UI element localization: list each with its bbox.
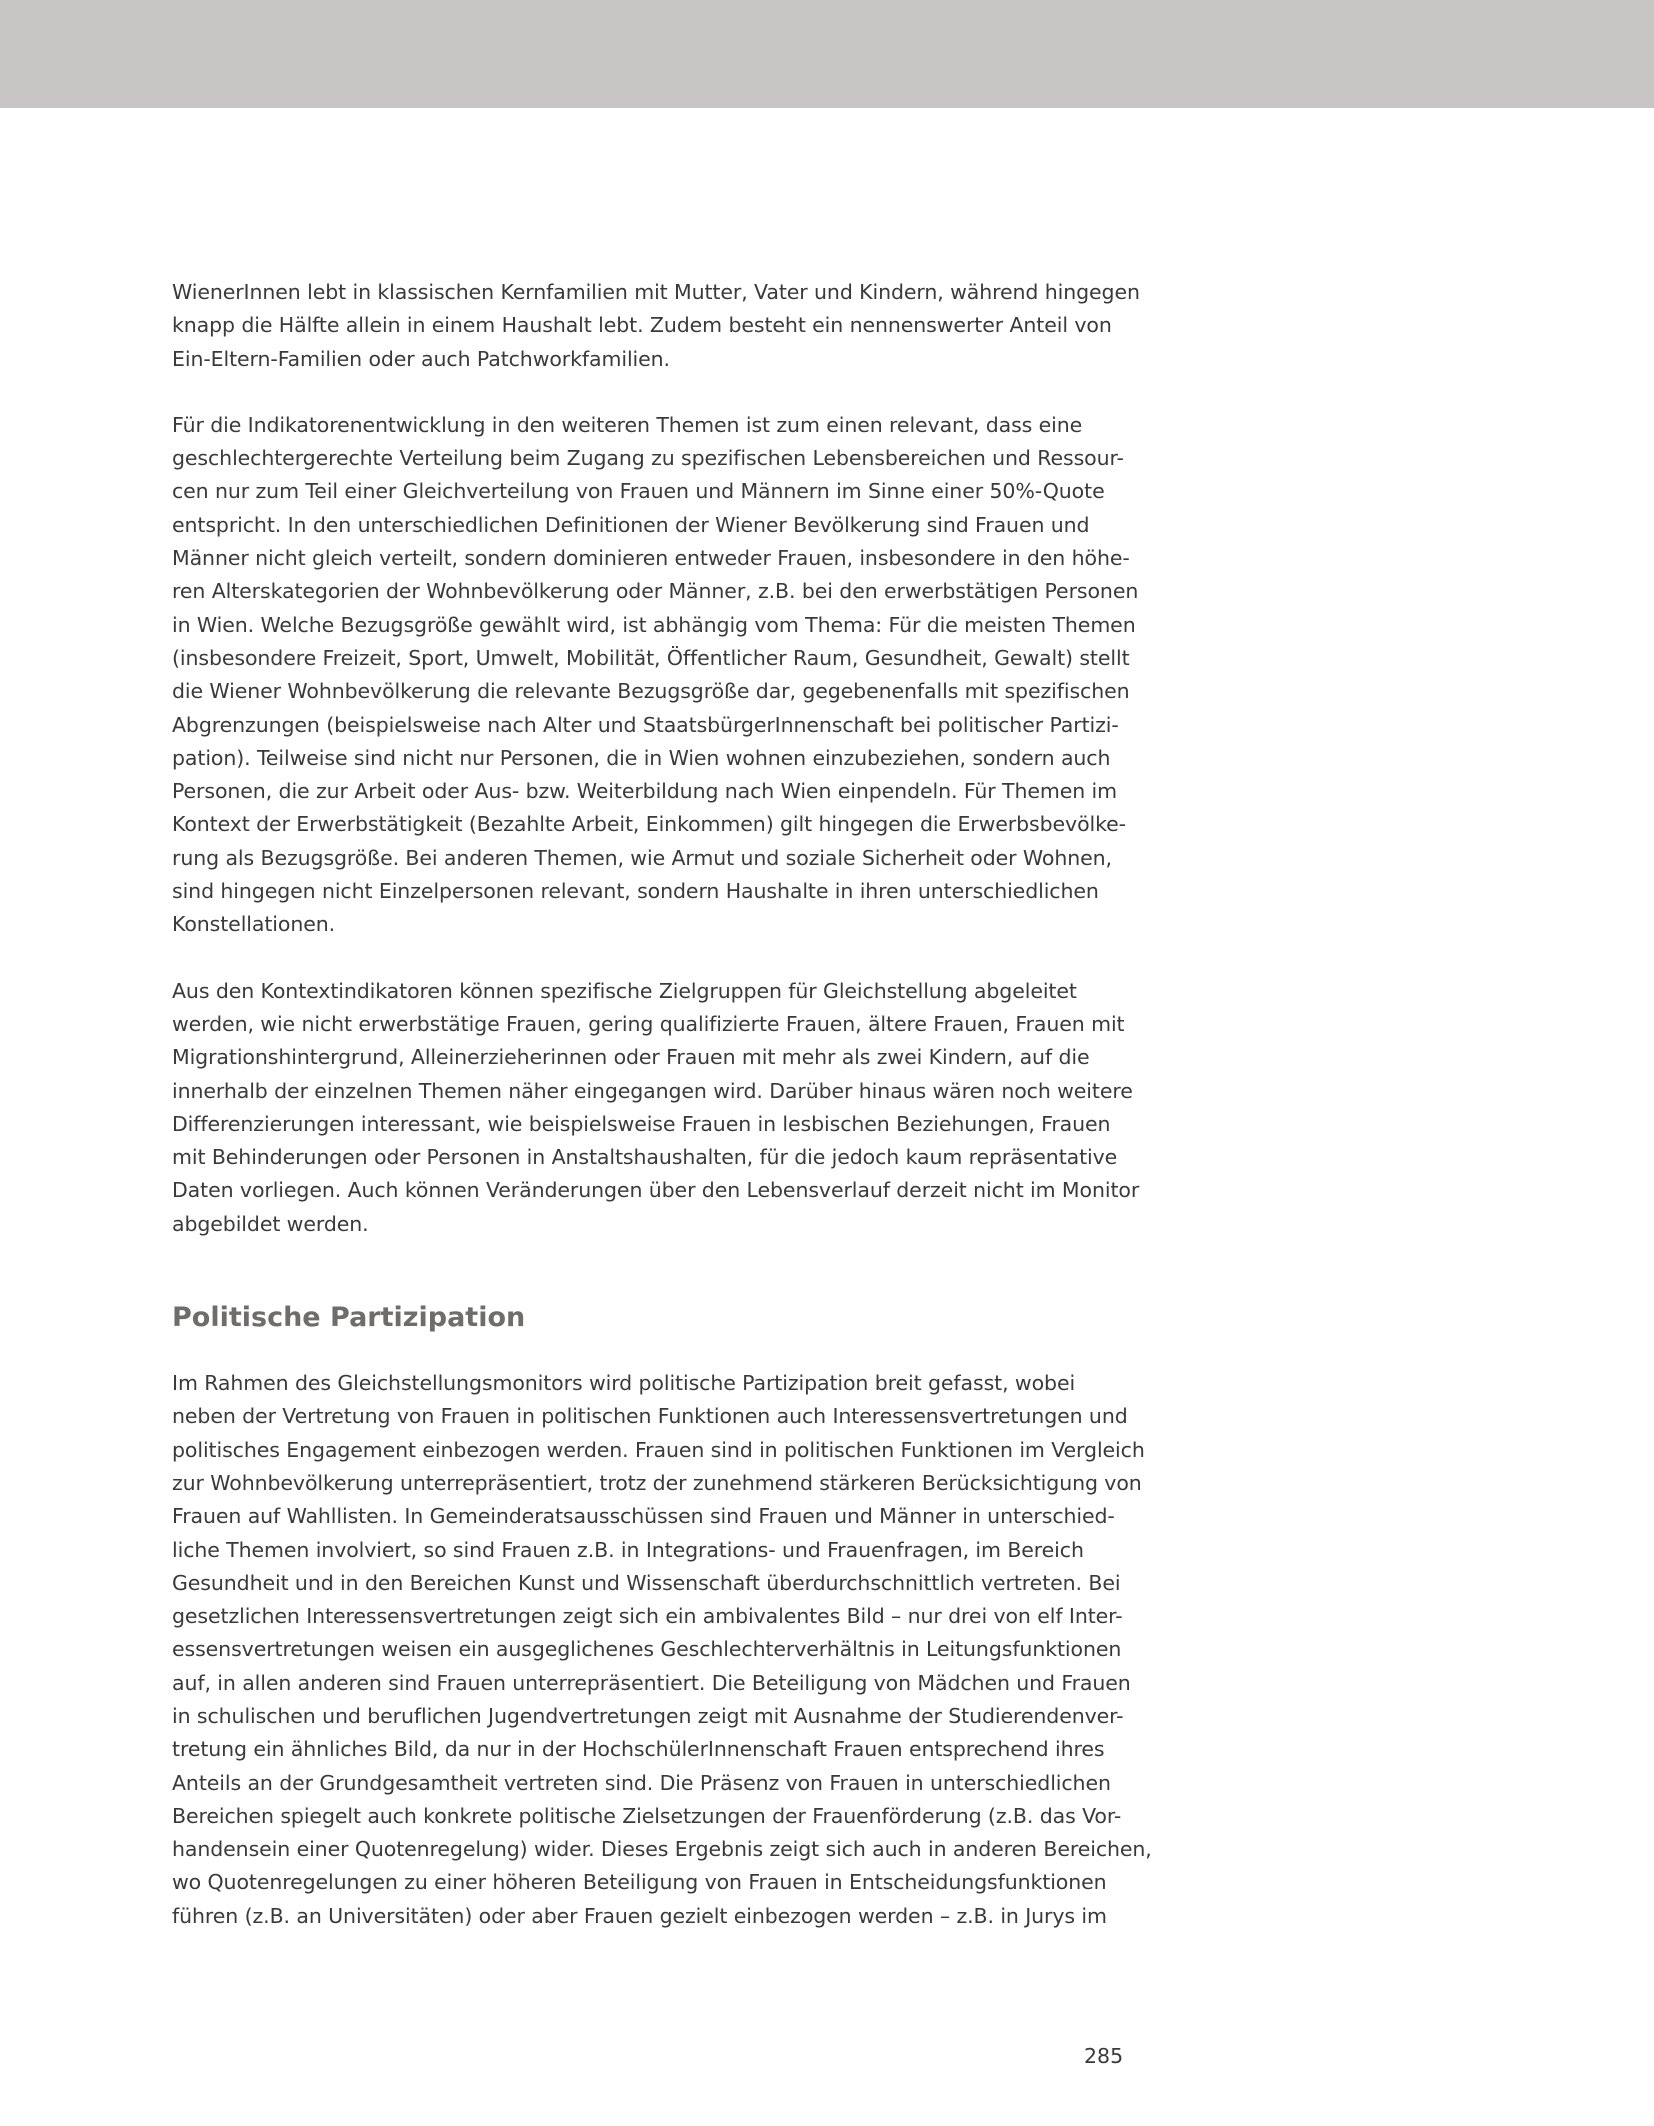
page-content [172, 276, 1152, 1933]
page-number: 285 [1084, 2044, 1124, 2068]
text-line: Ein-Eltern-Familien oder auch Patchworkfamilien. [172, 346, 670, 371]
text-line: die Wiener Wohnbevölkerung die relevante Bezugsgröße dar, gegebenenfalls mit spezifischen [172, 679, 1130, 704]
text-line: ren Alterskategorien der Wohnbevölkerung oder Männer, z.B. bei den erwerbstätigen Personen [172, 579, 1139, 604]
text-line: Männer nicht gleich verteilt, sondern dominieren entweder Frauen, insbesondere in den höhe- [172, 546, 1130, 571]
text-line: sind hingegen nicht Einzelpersonen relevant, sondern Haushalte in ihren unterschiedlichen [172, 879, 1099, 904]
text-line: Im Rahmen des Gleichstellungsmonitors wird politische Partizipation breit gefasst, wobei [172, 1371, 1076, 1396]
text-line: Aus den Kontextindikatoren können spezifische Zielgruppen für Gleichstellung abgeleitet [172, 978, 1077, 1003]
text-line: Bereichen spiegelt auch konkrete politische Zielsetzungen der Frauenförderung (z.B. das Vor- [172, 1803, 1122, 1828]
text-line: innerhalb der einzelnen Themen näher eingegangen wird. Darüber hinaus wären noch weitere [172, 1078, 1133, 1103]
section-heading: Politische Partizipation [172, 1302, 526, 1334]
text-line: führen (z.B. an Universitäten) oder aber Frauen gezielt einbezogen werden – z.B. in Jurys im [172, 1903, 1107, 1928]
paragraph-indicators [172, 409, 1139, 942]
text-line: essensvertretungen weisen ein ausgeglichenes Geschlechterverhältnis in Leitungsfunktionen [172, 1637, 1122, 1662]
text-line: Für die Indikatorenentwicklung in den weiteren Themen ist zum einen relevant, dass eine [172, 412, 1083, 437]
text-line: rung als Bezugsgröße. Bei anderen Themen, wie Armut und soziale Sicherheit oder Wohnen, [172, 845, 1112, 870]
top-header-band [0, 0, 1654, 108]
text-line: werden, wie nicht erwerbstätige Frauen, gering qualifizierte Frauen, ältere Frauen, Frauen mit [172, 1011, 1125, 1036]
text-line: entspricht. In den unterschiedlichen Definitionen der Wiener Bevölkerung sind Frauen und [172, 512, 1090, 537]
text-line: Frauen auf Wahllisten. In Gemeinderatsausschüssen sind Frauen und Männer in unterschied- [172, 1504, 1115, 1529]
text-line: Gesundheit und in den Bereichen Kunst und Wissenschaft überdurchschnittlich vertreten. Bei [172, 1570, 1121, 1595]
text-line: knapp die Hälfte allein in einem Haushalt lebt. Zudem besteht ein nennenswerter Anteil von [172, 313, 1112, 338]
text-line: Daten vorliegen. Auch können Veränderungen über den Lebensverlauf derzeit nicht im Monitor [172, 1178, 1140, 1203]
text-line: tretung ein ähnliches Bild, da nur in der HochschülerInnenschaft Frauen entsprechend ihres [172, 1737, 1105, 1762]
text-line: Kontext der Erwerbstätigkeit (Bezahlte Arbeit, Einkommen) gilt hingegen die Erwerbsbevölke- [172, 812, 1126, 837]
text-line: Differenzierungen interessant, wie beispielsweise Frauen in lesbischen Beziehungen, Frauen [172, 1111, 1111, 1136]
text-line: cen nur zum Teil einer Gleichverteilung von Frauen und Männern im Sinne einer 50%-Quote [172, 479, 1105, 504]
paragraph-household [172, 276, 1140, 376]
text-line: Personen, die zur Arbeit oder Aus- bzw. Weiterbildung nach Wien einpendeln. Für Themen im [172, 779, 1118, 804]
text-line: (insbesondere Freizeit, Sport, Umwelt, Mobilität, Öffentlicher Raum, Gesundheit, Gewalt) stellt [172, 645, 1130, 670]
text-line: auf, in allen anderen sind Frauen unterrepräsentiert. Die Beteiligung von Mädchen und Frauen [172, 1670, 1131, 1695]
text-line: zur Wohnbevölkerung unterrepräsentiert, trotz der zunehmend stärkeren Berücksichtigung von [172, 1470, 1142, 1495]
text-line: geschlechtergerechte Verteilung beim Zugang zu spezifischen Lebensbereichen und Ressour- [172, 446, 1124, 471]
text-line: Konstellationen. [172, 912, 336, 937]
paragraph-target-groups [172, 975, 1140, 1241]
paragraph-gap [172, 942, 1132, 975]
text-line: abgebildet werden. [172, 1211, 369, 1236]
text-line: Anteils an der Grundgesamtheit vertreten sind. Die Präsenz von Frauen in unterschiedlichen [172, 1770, 1111, 1795]
text-line: gesetzlichen Interessensvertretungen zeigt sich ein ambivalentes Bild – nur drei von elf Inter- [172, 1604, 1123, 1629]
text-line: liche Themen involviert, so sind Frauen z.B. in Integrations- und Frauenfragen, im Bereich [172, 1537, 1084, 1562]
text-line: in schulischen und beruflichen Jugendvertretungen zeigt mit Ausnahme der Studierendenver- [172, 1703, 1124, 1728]
text-line: in Wien. Welche Bezugsgröße gewählt wird, ist abhängig vom Thema: Für die meisten Themen [172, 612, 1136, 637]
text-line: handensein einer Quotenregelung) wider. Dieses Ergebnis zeigt sich auch in anderen Bereichen, [172, 1837, 1152, 1862]
text-line: politisches Engagement einbezogen werden. Frauen sind in politischen Funktionen im Vergleich [172, 1437, 1145, 1462]
text-line: WienerInnen lebt in klassischen Kernfamilien mit Mutter, Vater und Kindern, während hingegen [172, 280, 1140, 304]
text-line: mit Behinderungen oder Personen in Anstaltshaushalten, für die jedoch kaum repräsentative [172, 1145, 1118, 1170]
text-line: neben der Vertretung von Frauen in politischen Funktionen auch Interessensvertretungen und [172, 1404, 1128, 1429]
paragraph-gap [172, 376, 1132, 409]
text-line: wo Quotenregelungen zu einer höheren Beteiligung von Frauen in Entscheidungsfunktionen [172, 1870, 1107, 1895]
text-line: Abgrenzungen (beispielsweise nach Alter und StaatsbürgerInnenschaft bei politischer Partizi- [172, 712, 1119, 737]
text-line: Migrationshintergrund, Alleinerzieherinnen oder Frauen mit mehr als zwei Kindern, auf die [172, 1045, 1090, 1070]
paragraph-political-participation [172, 1367, 1152, 1933]
text-line: pation). Teilweise sind nicht nur Personen, die in Wien wohnen einzubeziehen, sondern auch [172, 745, 1111, 770]
